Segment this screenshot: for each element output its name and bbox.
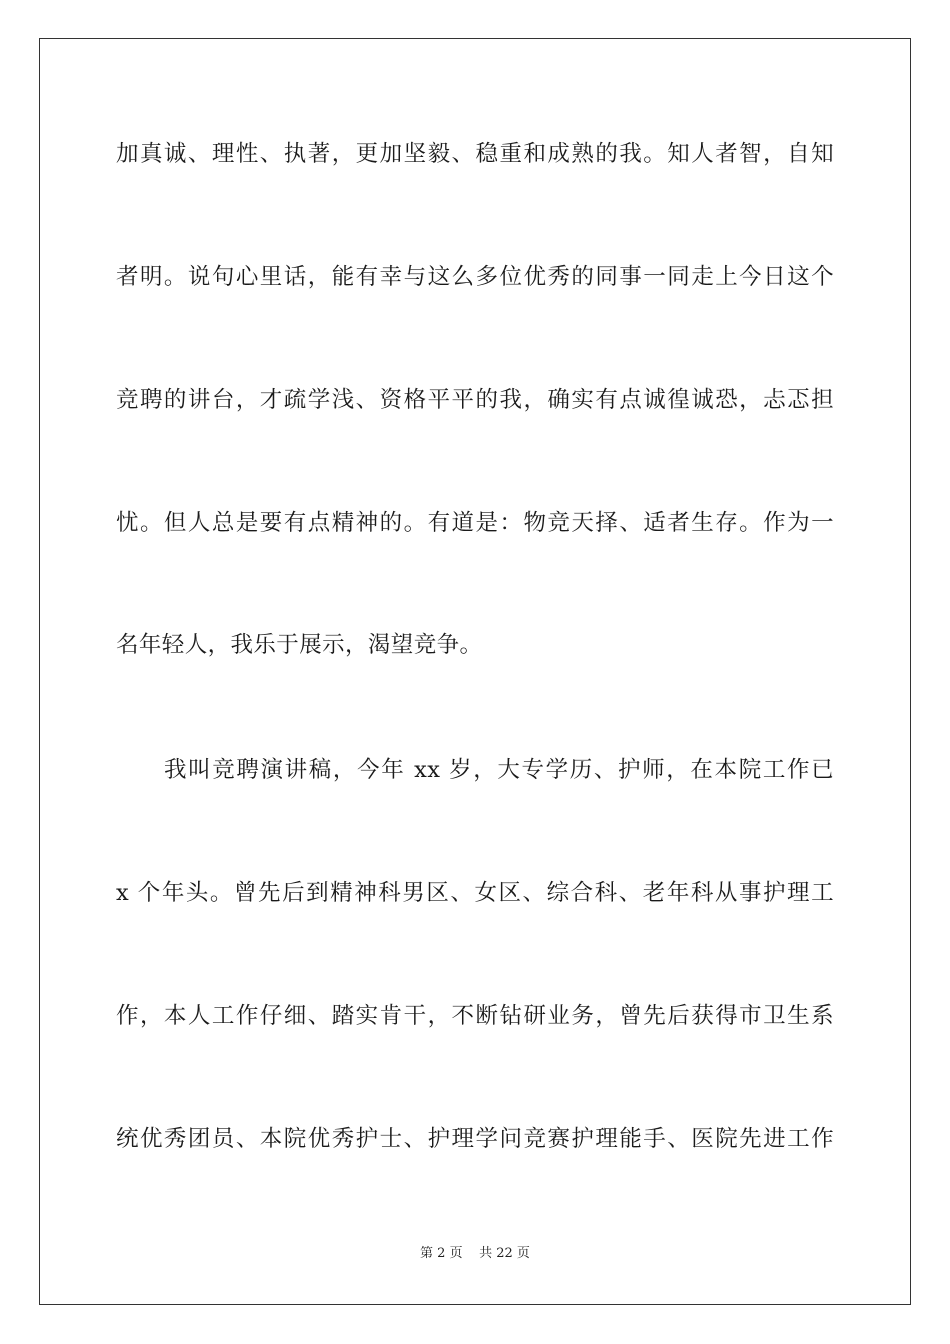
paragraph-line: 统优秀团员、本院优秀护士、护理学问竞赛护理能手、医院先进工作 [116, 1126, 834, 1152]
paragraph-line: 者明。说句心里话，能有幸与这么多位优秀的同事一同走上今日这个 [116, 264, 834, 290]
paragraph-line: 忧。但人总是要有点精神的。有道是：物竞天择、适者生存。作为一 [116, 510, 834, 536]
page-footer [0, 1245, 950, 1263]
paragraph-line: 竞聘的讲台，才疏学浅、资格平平的我，确实有点诚徨诚恐，忐忑担 [116, 387, 834, 413]
paragraph-line: 加真诚、理性、执著，更加坚毅、稳重和成熟的我。知人者智，自知 [116, 141, 834, 167]
page-border [39, 38, 911, 1305]
page-total: 共 22 页 [479, 1246, 530, 1261]
page-number: 第 2 页 [420, 1246, 463, 1261]
paragraph-line: 我叫竞聘演讲稿，今年 xx 岁，大专学历、护师，在本院工作已 [164, 757, 834, 783]
paragraph-line: 作，本人工作仔细、踏实肯干，不断钻研业务，曾先后获得市卫生系 [116, 1003, 834, 1029]
paragraph-line: x 个年头。曾先后到精神科男区、女区、综合科、老年科从事护理工 [116, 880, 834, 906]
paragraph-line: 名年轻人，我乐于展示，渴望竞争。 [116, 632, 483, 658]
